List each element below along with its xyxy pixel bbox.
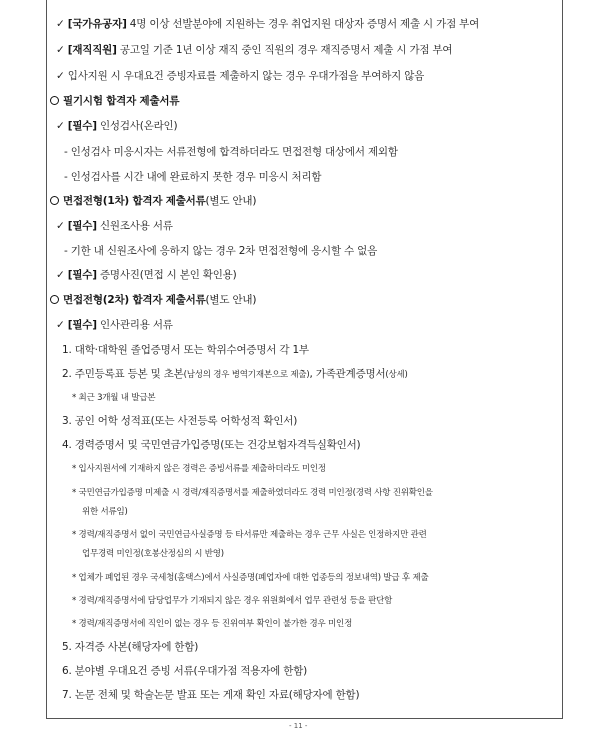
doc-item-4-note-6: * 경력/재직증명서에 직인이 없는 경우 등 진위여부 확인이 불가한 경우 미인정 [72, 619, 353, 629]
employee-text: 공고일 기준 1년 이상 재직 중인 직원의 경우 재직증명서 제출 시 가점 부여 [116, 44, 453, 56]
circle-bullet-icon [50, 96, 59, 105]
page-number: - 11 - [289, 722, 308, 730]
required-tag: [필수] [67, 319, 97, 331]
interview1-required-2-text: 증명사진(면접 시 본인 확인용) [96, 269, 237, 281]
interview2-heading-suffix: (별도 안내) [205, 294, 257, 306]
interview2-heading-text: 면접전형(2차) 합격자 제출서류 [63, 294, 206, 306]
check-icon: ✓ [56, 220, 65, 232]
written-required-text: 인성검사(온라인) [96, 120, 178, 132]
interview1-heading [50, 193, 256, 208]
doc-item-6: 6. 분야별 우대요건 증빙 서류(우대가점 적용자에 한함) [62, 665, 308, 677]
check-icon: ✓ [56, 319, 65, 331]
doc-item-1: 1. 대학·대학원 졸업증명서 또는 학위수여증명서 각 1부 [62, 344, 309, 356]
interview1-note: - 기한 내 신원조사에 응하지 않는 경우 2차 면접전형에 응시할 수 없음 [64, 245, 378, 257]
check-icon: ✓ [56, 44, 65, 56]
doc-item-4-note-1: * 입사지원서에 기재하지 않은 경력은 증빙서류를 제출하더라도 미인정 [72, 464, 326, 474]
doc-item-4-note-2-cont: 위한 서류임) [82, 507, 128, 517]
required-tag: [필수] [67, 220, 97, 232]
check-icon: ✓ [56, 269, 65, 281]
doc-item-7: 7. 논문 전체 및 학술논문 발표 또는 게재 확인 자료(해당자에 한함) [62, 689, 360, 701]
doc-item-4-note-5: * 경력/재직증명서에 담당업무가 기재되지 않은 경우 위원회에서 업무 관련성 등을 판단함 [72, 596, 393, 606]
written-required [56, 118, 177, 133]
veteran-text: 4명 이상 선발분야에 지원하는 경우 취업지원 대상자 증명서 제출 시 가점 부여 [126, 18, 480, 30]
doc-item-3: 3. 공인 어학 성적표(또는 사전등록 어학성적 확인서) [62, 415, 298, 427]
doc-item-5: 5. 자격증 사본(해당자에 한함) [62, 641, 199, 653]
circle-bullet-icon [50, 196, 59, 205]
interview1-heading-text: 면접전형(1차) 합격자 제출서류 [63, 195, 206, 207]
interview1-required-2 [56, 267, 237, 282]
check-icon: ✓ [56, 120, 65, 132]
written-heading [50, 93, 179, 108]
required-tag: [필수] [67, 120, 97, 132]
employee-tag: [재직직원] [67, 44, 117, 56]
no-document-text: 입사지원 시 우대요건 증빙자료를 제출하지 않는 경우 우대가점을 부여하지 않음 [67, 70, 425, 82]
check-icon: ✓ [56, 18, 65, 30]
doc-item-2-note: * 최근 3개월 내 발급본 [72, 393, 156, 403]
veteran-item [56, 16, 479, 31]
doc-item-2-detail-note: (상세) [385, 370, 408, 380]
required-tag: [필수] [67, 269, 97, 281]
veteran-tag: [국가유공자] [67, 18, 127, 30]
check-icon: ✓ [56, 70, 65, 82]
doc-item-2-family: , 가족관계증명서 [309, 368, 386, 380]
interview2-required [56, 317, 173, 332]
interview2-required-text: 인사관리용 서류 [96, 319, 173, 331]
doc-item-4-note-3: * 경력/재직증명서 없이 국민연금사실증명 등 타서류만 제출하는 경우 근무 사실은 인정하지만 관련 [72, 530, 427, 540]
no-document-item [56, 68, 424, 83]
written-note-2: - 인성검사를 시간 내에 완료하지 못한 경우 미응시 처리함 [64, 171, 322, 183]
interview1-required-1-text: 신원조사용 서류 [96, 220, 173, 232]
written-note-1: - 인성검사 미응시자는 서류전형에 합격하더라도 면접전형 대상에서 제외함 [64, 146, 398, 158]
doc-item-4-note-4: * 업체가 폐업된 경우 국세청(홈택스)에서 사실증명(폐업자에 대한 업종등의 정보내역) 발급 후 제출 [72, 573, 429, 583]
interview1-heading-suffix: (별도 안내) [205, 195, 257, 207]
circle-bullet-icon [50, 295, 59, 304]
interview1-required-1 [56, 218, 173, 233]
doc-item-2 [62, 366, 408, 381]
employee-item [56, 42, 452, 57]
interview2-heading [50, 292, 256, 307]
written-heading-text: 필기시험 합격자 제출서류 [63, 95, 180, 107]
doc-item-4-note-2: * 국민연금가입증명 미제출 시 경력/재직증명서를 제출하였더라도 경력 미인정(경력 사항 진위확인을 [72, 488, 433, 498]
doc-item-2-military-note: (남성의 경우 병역기재본으로 제출) [183, 370, 310, 380]
doc-item-4: 4. 경력증명서 및 국민연금가입증명(또는 건강보험자격득실확인서) [62, 439, 361, 451]
doc-item-2-main: 2. 주민등록표 등본 및 초본 [62, 368, 184, 380]
doc-item-4-note-3-cont: 업무경력 미인정(호봉산정심의 시 반영) [82, 549, 224, 559]
